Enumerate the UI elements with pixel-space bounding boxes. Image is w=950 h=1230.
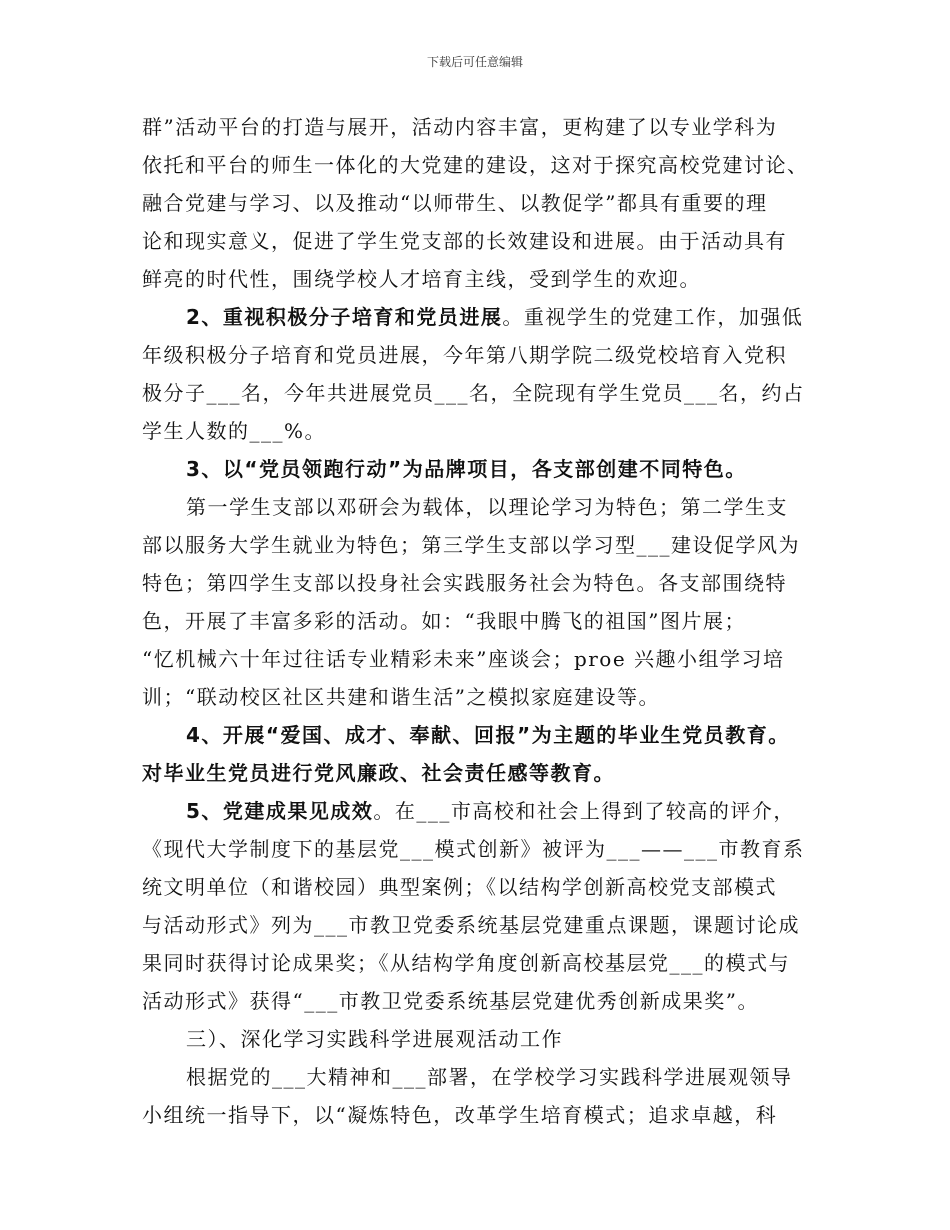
section-2-heading: 2、重视积极分子培育和党员进展	[186, 305, 503, 329]
section-2-first-line	[186, 304, 822, 330]
section-5-first-line	[186, 798, 822, 824]
text-line: 活动形式》获得“___市教卫党委系统基层党建优秀创新成果奖”。	[142, 989, 759, 1013]
text-line: “忆机械六十年过往话专业精彩未来”座谈会；proe 兴趣小组学习培	[142, 647, 785, 671]
text-line: 鲜亮的时代性，围绕学校人才培育主线，受到学生的欢迎。	[142, 267, 701, 291]
text-line: 学生人数的___%。	[142, 419, 327, 443]
text-line: 依托和平台的师生一体化的大党建的建设，这对于探究高校党建讨论、	[142, 153, 809, 177]
section-5-lead-text: 。在___市高校和社会上得到了较高的评介，	[373, 799, 795, 823]
text-line: 融合党建与学习、以及推动“以师带生、以教促学”都具有重要的理	[142, 191, 768, 215]
section-4-heading: 4、开展“爱国、成才、奉献、回报”为主题的毕业生党员教育。	[186, 723, 790, 747]
section-3-heading: 3、以“党员领跑行动”为品牌项目，各支部创建不同特色。	[186, 457, 747, 481]
text-line: 论和现实意义，促进了学生党支部的长效建设和进展。由于活动具有	[142, 229, 787, 253]
text-line: 果同时获得讨论成果奖；《从结构学角度创新高校基层党___的模式与	[142, 951, 790, 975]
text-line: 群”活动平台的打造与展开，活动内容丰富，更构建了以专业学科为	[142, 115, 778, 139]
text-line: 统文明单位（和谐校园）典型案例；《以结构学创新高校党支部模式	[142, 875, 777, 899]
text-line: 与活动形式》列为___市教卫党委系统基层党建重点课题，课题讨论成	[142, 913, 800, 937]
text-line: 《现代大学制度下的基层党___模式创新》被评为___——___市教育系	[142, 837, 805, 861]
text-line: 极分子___名，今年共进展党员___名，全院现有学生党员___名，约占	[142, 381, 805, 405]
text-line: 特色；第四学生支部以投身社会实践服务社会为特色。各支部围绕特	[142, 571, 787, 595]
page-header: 下载后可任意编辑	[426, 55, 523, 69]
text-line: 第一学生支部以邓研会为载体，以理论学习为特色；第二学生支	[186, 495, 788, 519]
text-line: 部以服务大学生就业为特色；第三学生支部以学习型___建设促学风为	[142, 533, 800, 557]
text-line: 小组统一指导下，以“凝炼特色，改革学生培育模式；追求卓越，科	[142, 1103, 778, 1127]
text-line: 色，开展了丰富多彩的活动。如：“我眼中腾飞的祖国”图片展；	[142, 609, 746, 633]
text-line: 训；“联动校区社区共建和谐生活”之模拟家庭建设等。	[142, 685, 660, 709]
section-4-heading-continued: 对毕业生党员进行党风廉政、社会责任感等教育。	[142, 761, 615, 785]
text-line: 根据党的___大精神和___部署，在学校学习实践科学进展观领导	[186, 1065, 793, 1089]
section-2-lead-text: 。重视学生的党建工作，加强低	[502, 305, 804, 329]
text-line: 年级积极分子培育和党员进展，今年第八期学院二级党校培育入党积	[142, 343, 787, 367]
section-5-heading: 5、党建成果见成效	[186, 799, 374, 823]
section-three-heading: 三）、深化学习实践科学进展观活动工作	[186, 1027, 563, 1051]
